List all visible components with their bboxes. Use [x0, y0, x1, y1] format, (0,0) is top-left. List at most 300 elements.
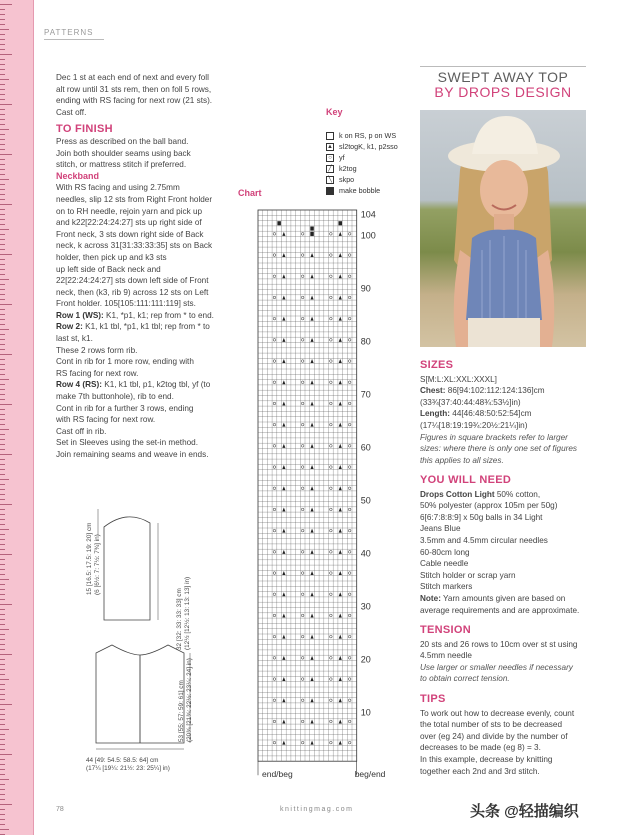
ruler-tick	[0, 229, 9, 230]
text-line: Stitch holder or scrap yarn	[420, 570, 516, 580]
text-line: up left side of Back neck and	[56, 264, 161, 274]
text-line: Cast off in rib.	[56, 426, 107, 436]
chart-title: Chart	[238, 188, 262, 198]
ruler-tick	[0, 629, 9, 630]
sizes-list: S[M:L:XL:XXL:XXXL]	[420, 374, 497, 384]
watermark: 头条 @轻描编织	[470, 803, 579, 820]
text-line: neck, k across 31[31:33:33:35] sts on Back	[56, 241, 213, 251]
ruler-tick	[0, 299, 5, 300]
ruler-tick	[0, 259, 5, 260]
pattern-title: SWEPT AWAY TOP	[420, 66, 586, 85]
chart-row-label: 100	[360, 230, 376, 241]
text-line: These 2 rows form rib.	[56, 345, 138, 355]
k2tog-icon: ╱	[326, 165, 334, 173]
text-line: In this example, decrease by knitting	[420, 754, 553, 764]
text-line: ending with RS facing for next row (21 sts).	[56, 96, 213, 106]
yarn-note-cont: average requirements and are approximate.	[420, 605, 580, 615]
ruler-tick	[0, 474, 5, 475]
key-item	[326, 163, 398, 174]
ruler-tick	[0, 39, 5, 40]
chart-bottom-right-label: beg/end	[354, 769, 386, 780]
ruler-tick	[0, 814, 5, 815]
ruler-tick	[0, 139, 5, 140]
ruler-tick	[0, 684, 5, 685]
text-line: alt row until 31 sts rem, then on foll 5 rows,	[56, 84, 212, 94]
text-line: Figures in square brackets refer to larger	[420, 432, 568, 442]
body-length-label: 53 [55: 57: 59: 61] cm (20¾ [21¾: 22½: 23¼: 24] in)	[178, 658, 193, 742]
text-line: 22[22:24:24:27] sts down left side of Front	[56, 276, 209, 286]
ruler-tick	[0, 789, 5, 790]
chart-row-label: 90	[360, 283, 371, 294]
text-line: sizes: where there is only one set of figures	[420, 444, 578, 454]
text-line: needles, slip 12 sts from Right Front holder	[56, 194, 213, 204]
ruler-tick	[0, 784, 5, 785]
ruler-tick	[0, 164, 5, 165]
text-line: 6[6:7:8:8:9] x 50g balls in 34 Light	[420, 512, 543, 522]
sleeve-outline	[104, 517, 150, 620]
text-line: Join both shoulder seams using back	[56, 148, 191, 158]
ruler-tick	[0, 239, 5, 240]
ruler-tick	[0, 779, 9, 780]
chest-inches: (33¾[37:40:44:48¾:53½]in)	[420, 397, 521, 407]
yarn-line: Drops Cotton Light 50% cotton,	[420, 489, 541, 499]
ruler-tick	[0, 154, 12, 155]
ruler-tick	[0, 509, 5, 510]
ruler-tick	[0, 304, 12, 305]
ruler-tick	[0, 69, 5, 70]
text-line: Cable needle	[420, 559, 469, 569]
model-photo	[420, 110, 586, 347]
ruler-tick	[0, 719, 5, 720]
key-item	[326, 152, 398, 163]
measuring-ruler	[0, 0, 34, 835]
ruler-tick	[0, 704, 12, 705]
ruler-tick	[0, 4, 12, 5]
key-label: make bobble	[339, 186, 381, 195]
ruler-tick	[0, 564, 5, 565]
ruler-tick	[0, 134, 5, 135]
ruler-tick	[0, 314, 5, 315]
ruler-tick	[0, 534, 5, 535]
ruler-tick	[0, 294, 5, 295]
text-line: with RS facing for next row.	[56, 415, 156, 425]
after-rows-text	[56, 345, 236, 380]
key-item	[326, 174, 398, 185]
ruler-tick	[0, 544, 5, 545]
ruler-tick	[0, 144, 5, 145]
ruler-tick	[0, 54, 12, 55]
ruler-tick	[0, 59, 5, 60]
chart-row-label: 50	[360, 495, 371, 506]
sizes-heading: SIZES	[420, 359, 454, 371]
row1: Row 1 (WS): K1, *p1, k1; rep from * to end.	[56, 310, 214, 320]
sleeve-height-label: 15 [16.5: 17.5: 19: 20] cm (6 [6½: 7: 7½: 7¾] in)	[86, 522, 101, 595]
materials-list	[420, 500, 590, 593]
ruler-tick	[0, 604, 12, 605]
row2: Row 2: K1, k1 tbl, *p1, k1 tbl; rep from * to	[56, 322, 210, 332]
body-width-label: 44 [49: 54.5: 58.5: 64] cm (17¼ [19¼: 21½: 23: 25¼] in)	[86, 757, 170, 772]
instructions-column	[56, 72, 236, 461]
text-line: Front neck, 3 sts down right side of Back	[56, 229, 204, 239]
text-line: With RS facing and using 2.75mm	[56, 183, 180, 193]
ruler-tick	[0, 504, 12, 505]
key-label: sl2togK, k1, p2sso	[339, 142, 398, 151]
ruler-tick	[0, 494, 5, 495]
ruler-tick	[0, 174, 5, 175]
text-line: Dec 1 st at each end of next and every foll	[56, 73, 209, 82]
ruler-tick	[0, 579, 9, 580]
ruler-tick	[0, 639, 5, 640]
ruler-tick	[0, 614, 5, 615]
length-inches: (17¼[18:19:19¾:20½:21¼]in)	[420, 420, 528, 430]
tips-heading: TIPS	[420, 693, 446, 705]
ruler-tick	[0, 159, 5, 160]
ruler-tick	[0, 709, 5, 710]
text-line: 20 sts and 26 rows to 10cm over st st using	[420, 639, 578, 649]
ruler-tick	[0, 264, 5, 265]
row4-cont-text	[56, 391, 236, 461]
chart-row-label: 70	[360, 389, 371, 400]
ruler-tick	[0, 99, 5, 100]
tips-section	[420, 694, 590, 777]
ruler-tick	[0, 439, 5, 440]
ruler-tick	[0, 449, 5, 450]
ruler-tick	[0, 594, 5, 595]
ruler-tick	[0, 359, 5, 360]
text-line: stitch, or mattress stitch if preferred.	[56, 160, 187, 170]
pattern-designer: BY DROPS DESIGN	[434, 84, 572, 100]
ruler-tick	[0, 414, 5, 415]
ruler-tick	[0, 279, 9, 280]
ruler-tick	[0, 219, 5, 220]
ruler-tick	[0, 74, 5, 75]
ruler-tick	[0, 409, 5, 410]
ruler-tick	[0, 479, 9, 480]
chart-row-label: 104	[360, 209, 376, 220]
ruler-tick	[0, 659, 5, 660]
ruler-tick	[0, 589, 5, 590]
garment-schematics	[82, 505, 232, 775]
ruler-tick	[0, 399, 5, 400]
ruler-tick	[0, 819, 5, 820]
site-url: knittingmag.com	[280, 806, 354, 813]
ruler-tick	[0, 79, 9, 80]
ruler-tick	[0, 649, 5, 650]
ruler-tick	[0, 774, 5, 775]
ruler-tick	[0, 714, 5, 715]
ruler-tick	[0, 729, 9, 730]
to-finish-text	[56, 136, 236, 171]
ruler-tick	[0, 349, 5, 350]
text-line: Use larger or smaller needles if necessary	[420, 662, 573, 672]
ruler-tick	[0, 379, 9, 380]
ruler-tick	[0, 759, 5, 760]
you-will-need-heading: YOU WILL NEED	[420, 474, 512, 486]
ruler-tick	[0, 484, 5, 485]
ruler-tick	[0, 554, 12, 555]
ruler-tick	[0, 624, 5, 625]
tension-section	[420, 625, 590, 685]
ruler-tick	[0, 124, 5, 125]
sleeve-width-label: 32 [32: 33: 33: 33] cm (12½ [12½: 13: 13: 13] in)	[176, 576, 191, 650]
ruler-tick	[0, 254, 12, 255]
text-line: this applies to all sizes.	[420, 455, 504, 465]
ruler-tick	[0, 149, 5, 150]
ruler-tick	[0, 739, 5, 740]
text-line: 3.5mm and 4.5mm circular needles	[420, 535, 548, 545]
ruler-tick	[0, 459, 5, 460]
sizes-note	[420, 432, 590, 467]
ruler-tick	[0, 699, 5, 700]
key-label: k on RS, p on WS	[339, 131, 397, 140]
text-line: 4.5mm needle	[420, 651, 472, 661]
ruler-tick	[0, 749, 5, 750]
tips-text	[420, 708, 590, 778]
ruler-tick	[0, 14, 5, 15]
empty-square-icon	[326, 132, 334, 140]
ruler-tick	[0, 519, 5, 520]
ruler-tick	[0, 389, 5, 390]
ruler-tick	[0, 249, 5, 250]
chart-row-label: 20	[360, 654, 371, 665]
ruler-tick	[0, 444, 5, 445]
key-list	[326, 130, 398, 196]
ruler-tick	[0, 529, 9, 530]
ruler-tick	[0, 334, 5, 335]
ruler-tick	[0, 339, 5, 340]
text-line: 50% polyester (approx 105m per 50g)	[420, 501, 558, 511]
ruler-tick	[0, 804, 12, 805]
ruler-tick	[0, 609, 5, 610]
ruler-tick	[0, 29, 9, 30]
ruler-tick	[0, 419, 5, 420]
ruler-tick	[0, 289, 5, 290]
ruler-tick	[0, 794, 5, 795]
sizes-section	[420, 360, 590, 466]
chart-row-label: 40	[360, 548, 371, 559]
ruler-tick	[0, 344, 5, 345]
key-label: skpo	[339, 175, 355, 184]
ruler-tick	[0, 829, 9, 830]
text-line: make 7th buttonhole), rib to end.	[56, 392, 174, 402]
neckband-text	[56, 182, 236, 310]
text-line: Join remaining seams and weave in ends.	[56, 450, 209, 459]
text-line: Stitch markers	[420, 582, 473, 592]
ruler-tick	[0, 234, 5, 235]
sl2togk-icon: ▲	[327, 143, 333, 150]
bobble-mark	[339, 221, 343, 225]
ruler-tick	[0, 369, 5, 370]
ruler-tick	[0, 354, 12, 355]
ruler-tick	[0, 769, 5, 770]
ruler-tick	[0, 64, 5, 65]
chart-row-label: 80	[360, 336, 371, 347]
yf-icon: ○	[326, 154, 334, 162]
ruler-tick	[0, 284, 5, 285]
ruler-tick	[0, 514, 5, 515]
ruler-tick	[0, 319, 5, 320]
ruler-tick	[0, 764, 5, 765]
page-number: 78	[56, 806, 64, 813]
text-line: Set in Sleeves using the set-in method.	[56, 438, 198, 448]
tension-text	[420, 639, 590, 662]
intro-text	[56, 72, 236, 118]
ruler-tick	[0, 364, 5, 365]
key-label: k2tog	[339, 164, 357, 173]
ruler-tick	[0, 49, 5, 50]
ruler-tick	[0, 9, 5, 10]
ruler-tick	[0, 44, 5, 45]
ruler-tick	[0, 524, 5, 525]
key-item	[326, 185, 398, 196]
text-line: together each 2nd and 3rd stitch.	[420, 766, 540, 776]
ruler-tick	[0, 424, 5, 425]
ruler-tick	[0, 574, 5, 575]
ruler-tick	[0, 754, 12, 755]
key-item	[326, 130, 398, 141]
ruler-tick	[0, 809, 5, 810]
ruler-tick	[0, 309, 5, 310]
ruler-tick	[0, 489, 5, 490]
ruler-tick	[0, 84, 5, 85]
ruler-tick	[0, 89, 5, 90]
text-line: RS facing for next row.	[56, 368, 139, 378]
ruler-tick	[0, 454, 12, 455]
text-line: neck, then (k3, rib 9) across 12 sts on Left	[56, 287, 209, 297]
ruler-tick	[0, 129, 9, 130]
ruler-tick	[0, 324, 5, 325]
text-line: Front holder. 105[105:111:111:119] sts.	[56, 299, 196, 309]
ruler-tick	[0, 664, 5, 665]
ruler-tick	[0, 329, 9, 330]
section-label: PATTERNS	[44, 28, 104, 40]
ruler-tick	[0, 384, 5, 385]
ruler-tick	[0, 109, 5, 110]
ruler-tick	[0, 669, 5, 670]
ruler-tick	[0, 539, 5, 540]
ruler-tick	[0, 204, 12, 205]
ruler-tick	[0, 24, 5, 25]
key-label: yf	[339, 153, 345, 162]
length-line: Length: 44[46:48:50:52:54]cm	[420, 409, 532, 419]
bobble-icon	[326, 187, 334, 195]
text-line: to obtain correct tension.	[420, 674, 510, 684]
you-will-need-section	[420, 475, 590, 616]
ruler-tick	[0, 104, 12, 105]
skpo-icon: ╲	[326, 176, 334, 184]
text-line: over (eg 24) and divide by the number of	[420, 731, 568, 741]
bobble-mark	[310, 227, 314, 231]
text-line: To work out how to decrease evenly, count	[420, 708, 575, 718]
row2-cont: last st, k1.	[56, 334, 93, 344]
ruler-tick	[0, 394, 5, 395]
ruler-tick	[0, 674, 5, 675]
ruler-tick	[0, 19, 5, 20]
ruler-tick	[0, 499, 5, 500]
ruler-tick	[0, 194, 5, 195]
key-item	[326, 141, 398, 152]
text-line: the total number of sts to be decreased	[420, 720, 563, 730]
ruler-tick	[0, 429, 9, 430]
chart-row-label: 10	[360, 707, 371, 718]
ruler-tick	[0, 274, 5, 275]
ruler-tick	[0, 119, 5, 120]
bobble-mark	[310, 232, 314, 236]
ruler-tick	[0, 644, 5, 645]
chart-bottom-left-label: end/beg	[262, 769, 293, 780]
ruler-tick	[0, 654, 12, 655]
ruler-tick	[0, 179, 9, 180]
text-line: Press as described on the ball band.	[56, 136, 189, 146]
ruler-tick	[0, 549, 5, 550]
key-title: Key	[326, 107, 343, 117]
ruler-tick	[0, 569, 5, 570]
tension-note	[420, 662, 590, 685]
ruler-tick	[0, 214, 5, 215]
ruler-tick	[0, 724, 5, 725]
text-line: holder, then pick up and k3 sts	[56, 252, 167, 262]
text-line: Jeans Blue	[420, 524, 461, 534]
text-line: Cast off.	[56, 107, 87, 117]
ruler-tick	[0, 269, 5, 270]
ruler-tick	[0, 169, 5, 170]
ruler-tick	[0, 374, 5, 375]
tension-heading: TENSION	[420, 624, 471, 636]
ruler-tick	[0, 734, 5, 735]
text-line: Cont in rib for 1 more row, ending with	[56, 357, 194, 367]
ruler-tick	[0, 189, 5, 190]
neckband-heading: Neckband	[56, 170, 100, 181]
ruler-tick	[0, 209, 5, 210]
ruler-tick	[0, 679, 9, 680]
ruler-tick	[0, 694, 5, 695]
ruler-tick	[0, 634, 5, 635]
ruler-tick	[0, 619, 5, 620]
yarn-note: Note: Yarn amounts given are based on	[420, 593, 566, 603]
ruler-tick	[0, 799, 5, 800]
ruler-tick	[0, 689, 5, 690]
ruler-tick	[0, 224, 5, 225]
ruler-tick	[0, 584, 5, 585]
ruler-tick	[0, 199, 5, 200]
text-line: 60-80cm long	[420, 547, 470, 557]
text-line: Cont in rib for a further 3 rows, ending	[56, 403, 194, 413]
text-line: on to RH needle, rejoin yarn and pick up	[56, 206, 203, 216]
row4: Row 4 (RS): K1, k1 tbl, p1, k2tog tbl, yf (to	[56, 380, 211, 390]
ruler-tick	[0, 184, 5, 185]
ruler-tick	[0, 94, 5, 95]
ruler-tick	[0, 599, 5, 600]
ruler-tick	[0, 469, 5, 470]
text-line: and k22[22:24:24:27] sts up right side of	[56, 218, 202, 228]
ruler-tick	[0, 114, 5, 115]
ruler-tick	[0, 244, 5, 245]
ruler-tick	[0, 824, 5, 825]
bobble-mark	[277, 221, 281, 225]
chart-row-label: 30	[360, 601, 371, 612]
ruler-tick	[0, 464, 5, 465]
to-finish-heading: TO FINISH	[56, 123, 113, 136]
text-line: decreases to be made (eg 8) = 3.	[420, 743, 541, 753]
chart-row-label: 60	[360, 442, 371, 453]
ruler-tick	[0, 434, 5, 435]
ruler-tick	[0, 559, 5, 560]
ruler-tick	[0, 744, 5, 745]
knitting-chart	[238, 200, 386, 785]
ruler-tick	[0, 34, 5, 35]
chest-line: Chest: 86[94:102:112:124:136]cm	[420, 386, 545, 396]
ruler-tick	[0, 404, 12, 405]
